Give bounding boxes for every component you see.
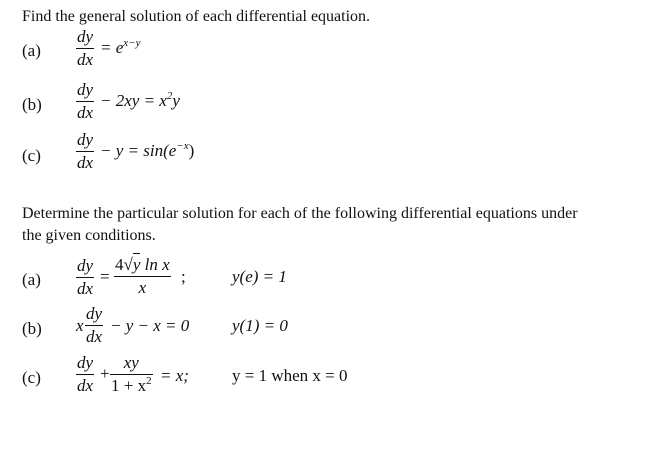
item-label: (c) (22, 146, 41, 165)
fraction-numerator: dy (77, 353, 94, 372)
item-label: (b) (22, 319, 42, 338)
derivative-fraction (76, 131, 94, 172)
equation-rhs: − $y = \sin(e^{-x})$ (100, 140, 195, 160)
initial-condition: y(1) = 0 (232, 316, 288, 335)
section1-heading: Find the general solution of each differential equation. (22, 8, 371, 25)
semicolon: ; (181, 267, 186, 286)
fraction-numerator: 4√y ln x (115, 255, 170, 274)
initial-condition: y = 1 when x = 0 (232, 366, 348, 385)
fraction-denominator: $1 + x^2$ (111, 375, 152, 395)
equation-rhs: = x; (160, 366, 189, 385)
fraction-numerator: dy (77, 130, 94, 149)
fraction-numerator: dy (86, 304, 103, 323)
derivative-fraction (76, 354, 94, 395)
item-label: (b) (22, 95, 42, 114)
derivative-fraction (76, 81, 94, 122)
equation-rhs: = $e^{x-y}$ (100, 37, 141, 57)
fraction-numerator: xy (123, 353, 139, 372)
plus-sign: + (100, 364, 110, 383)
equation-rhs: − $2xy = x^2y$ (100, 90, 180, 110)
item-label: (a) (22, 270, 41, 289)
fraction-denominator: dx (77, 153, 94, 172)
rhs-fraction (114, 256, 171, 297)
item-label: (c) (22, 368, 41, 387)
equals-sign: = (100, 267, 110, 286)
fraction-bar (76, 151, 94, 152)
equation-rhs: − y − x = 0 (110, 316, 190, 335)
fraction-numerator: dy (77, 80, 94, 99)
fraction-denominator: x (138, 278, 147, 297)
rhs-fraction (110, 354, 153, 395)
section2-heading-line2: the given conditions. (22, 227, 156, 244)
initial-condition: y(e) = 1 (232, 267, 287, 286)
derivative-fraction (76, 28, 94, 69)
derivative-fraction (76, 257, 94, 298)
fraction-denominator: dx (77, 279, 94, 298)
fraction-numerator: dy (77, 256, 94, 275)
fraction-denominator: dx (77, 103, 94, 122)
coefficient: x (76, 316, 84, 335)
section2-heading-line1: Determine the particular solution for each of the following differential equations under (22, 205, 578, 222)
fraction-bar (85, 325, 103, 326)
fraction-bar (76, 277, 94, 278)
fraction-bar (76, 374, 94, 375)
fraction-bar (114, 276, 171, 277)
fraction-denominator: dx (77, 50, 94, 69)
item-label: (a) (22, 41, 41, 60)
fraction-denominator: dx (77, 376, 94, 395)
fraction-bar (76, 48, 94, 49)
derivative-fraction (85, 305, 103, 346)
fraction-denominator: dx (86, 327, 103, 346)
fraction-numerator: dy (77, 27, 94, 46)
fraction-bar (76, 101, 94, 102)
